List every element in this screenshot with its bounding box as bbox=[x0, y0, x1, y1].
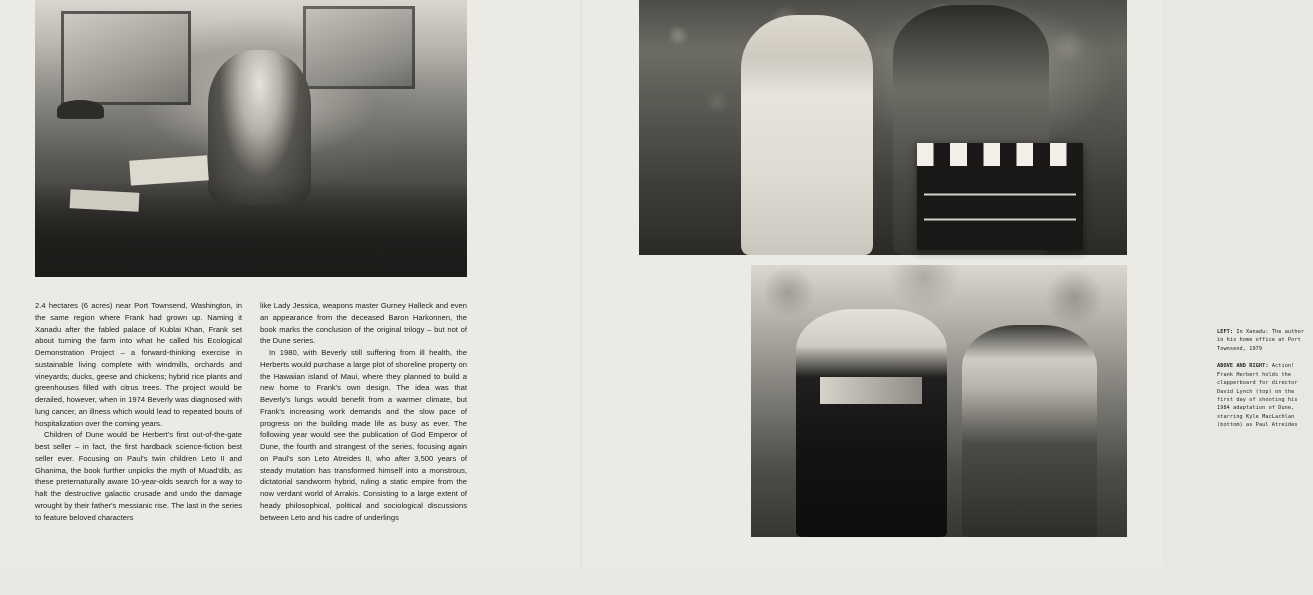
caption-label: LEFT: bbox=[1217, 329, 1234, 335]
photo-clapper-image bbox=[639, 0, 1127, 255]
paragraph: like Lady Jessica, weapons master Gurney Halleck and even an appearance from the deceased Baron Harkonnen, the book marks the conclusion of the original trilogy – but not of the Dune series. bbox=[260, 301, 467, 346]
body-text bbox=[35, 300, 467, 524]
photo-set-image bbox=[751, 265, 1127, 537]
uniform-collar bbox=[820, 377, 922, 404]
caption-text: In Xanadu: The author in his home office at Port Townsend, 1979 bbox=[1217, 329, 1305, 352]
bottom-margin bbox=[0, 567, 1162, 595]
photo-desk-image bbox=[35, 0, 467, 277]
left-page bbox=[0, 0, 581, 595]
caption-text: Action! Frank Herbert holds the clapperboard for director David Lynch (top) on the first day of shooting his 1984 adaptation of Dune, starring Kyle MacLachlan (bottom) as Paul Atreides bbox=[1217, 363, 1298, 429]
photo-frank-herbert-desk bbox=[35, 0, 467, 277]
photo-herbert-lynch-clapperboard bbox=[639, 0, 1127, 255]
paper-sheet-2 bbox=[69, 189, 139, 212]
text-column-1 bbox=[35, 300, 242, 524]
page-gutter bbox=[581, 0, 582, 595]
caption-left bbox=[1217, 328, 1313, 353]
photo-on-set-atreides bbox=[751, 265, 1127, 537]
window-right bbox=[303, 6, 415, 89]
person-uniform bbox=[796, 309, 946, 537]
paragraph: In 1980, with Beverly still suffering from ill health, the Herberts would purchase a large plot of shoreline property on the Hawaiian island of Maui, where they planned to build a new home to Frank's own design. The idea was that Beverly's lungs would benefit from a warmer climate, but Frank's increasing work demands and the slow pace of progress on the building made life as busy as ever. The following year would see the publication of God Emperor of Dune, the fourth and strangest of the series, focusing again on Paul's son Leto Atreides II, who after 3,500 years of steady mutation has transformed himself into a monstrous, dictatorial sandworm hybrid, ruling a static empire from the now verdant world of Arrakis. Consisting to a large extent of heady philosophical, political and sociological discussions between Leto and his cadre of underlings bbox=[260, 348, 467, 522]
person-bearded bbox=[962, 325, 1097, 537]
paragraph: Children of Dune would be Herbert's first out-of-the-gate best seller – in fact, the first hardback science-fiction best seller ever. Focusing on Paul's twin children Leto II and Ghanima, the book further unpicks the myth of Muad'dib, as these preternaturally aware 10-year-olds search for a way to halt the destructive galactic crusade and undo the damage wrought by their father's messianic rise. The last in the series to feature beloved characters bbox=[35, 430, 242, 522]
desk-lamp bbox=[57, 100, 105, 119]
person-light-shirt bbox=[741, 15, 873, 255]
right-page bbox=[581, 0, 1305, 595]
text-column-2 bbox=[260, 300, 467, 524]
clapperboard-stripe bbox=[917, 143, 1083, 167]
seated-figure bbox=[208, 50, 312, 205]
window-left bbox=[61, 11, 191, 105]
clapperboard-lines bbox=[924, 173, 1077, 246]
paper-sheet-1 bbox=[129, 155, 208, 185]
clapperboard bbox=[917, 143, 1083, 250]
caption-above-right bbox=[1217, 362, 1313, 429]
caption-block bbox=[1217, 328, 1313, 439]
paragraph: 2.4 hectares (6 acres) near Port Townsend, Washington, in the same region where Frank had grown up. Naming it Xanadu after the fabled palace of Kublai Khan, Frank set about turning the farm into what he called his Ecological Demonstration Project – a forward-thinking exercise in sustainable living complete with windmills, orchards and vineyards; ducks, geese and chickens; hybrid rice plants and greenhouses filled with citrus trees. The project would be derailed, however, when in 1974 Beverly was diagnosed with lung cancer, an illness which would lead to repeated bouts of hospitalization over the coming years. bbox=[35, 301, 242, 428]
caption-label: ABOVE AND RIGHT: bbox=[1217, 363, 1269, 370]
